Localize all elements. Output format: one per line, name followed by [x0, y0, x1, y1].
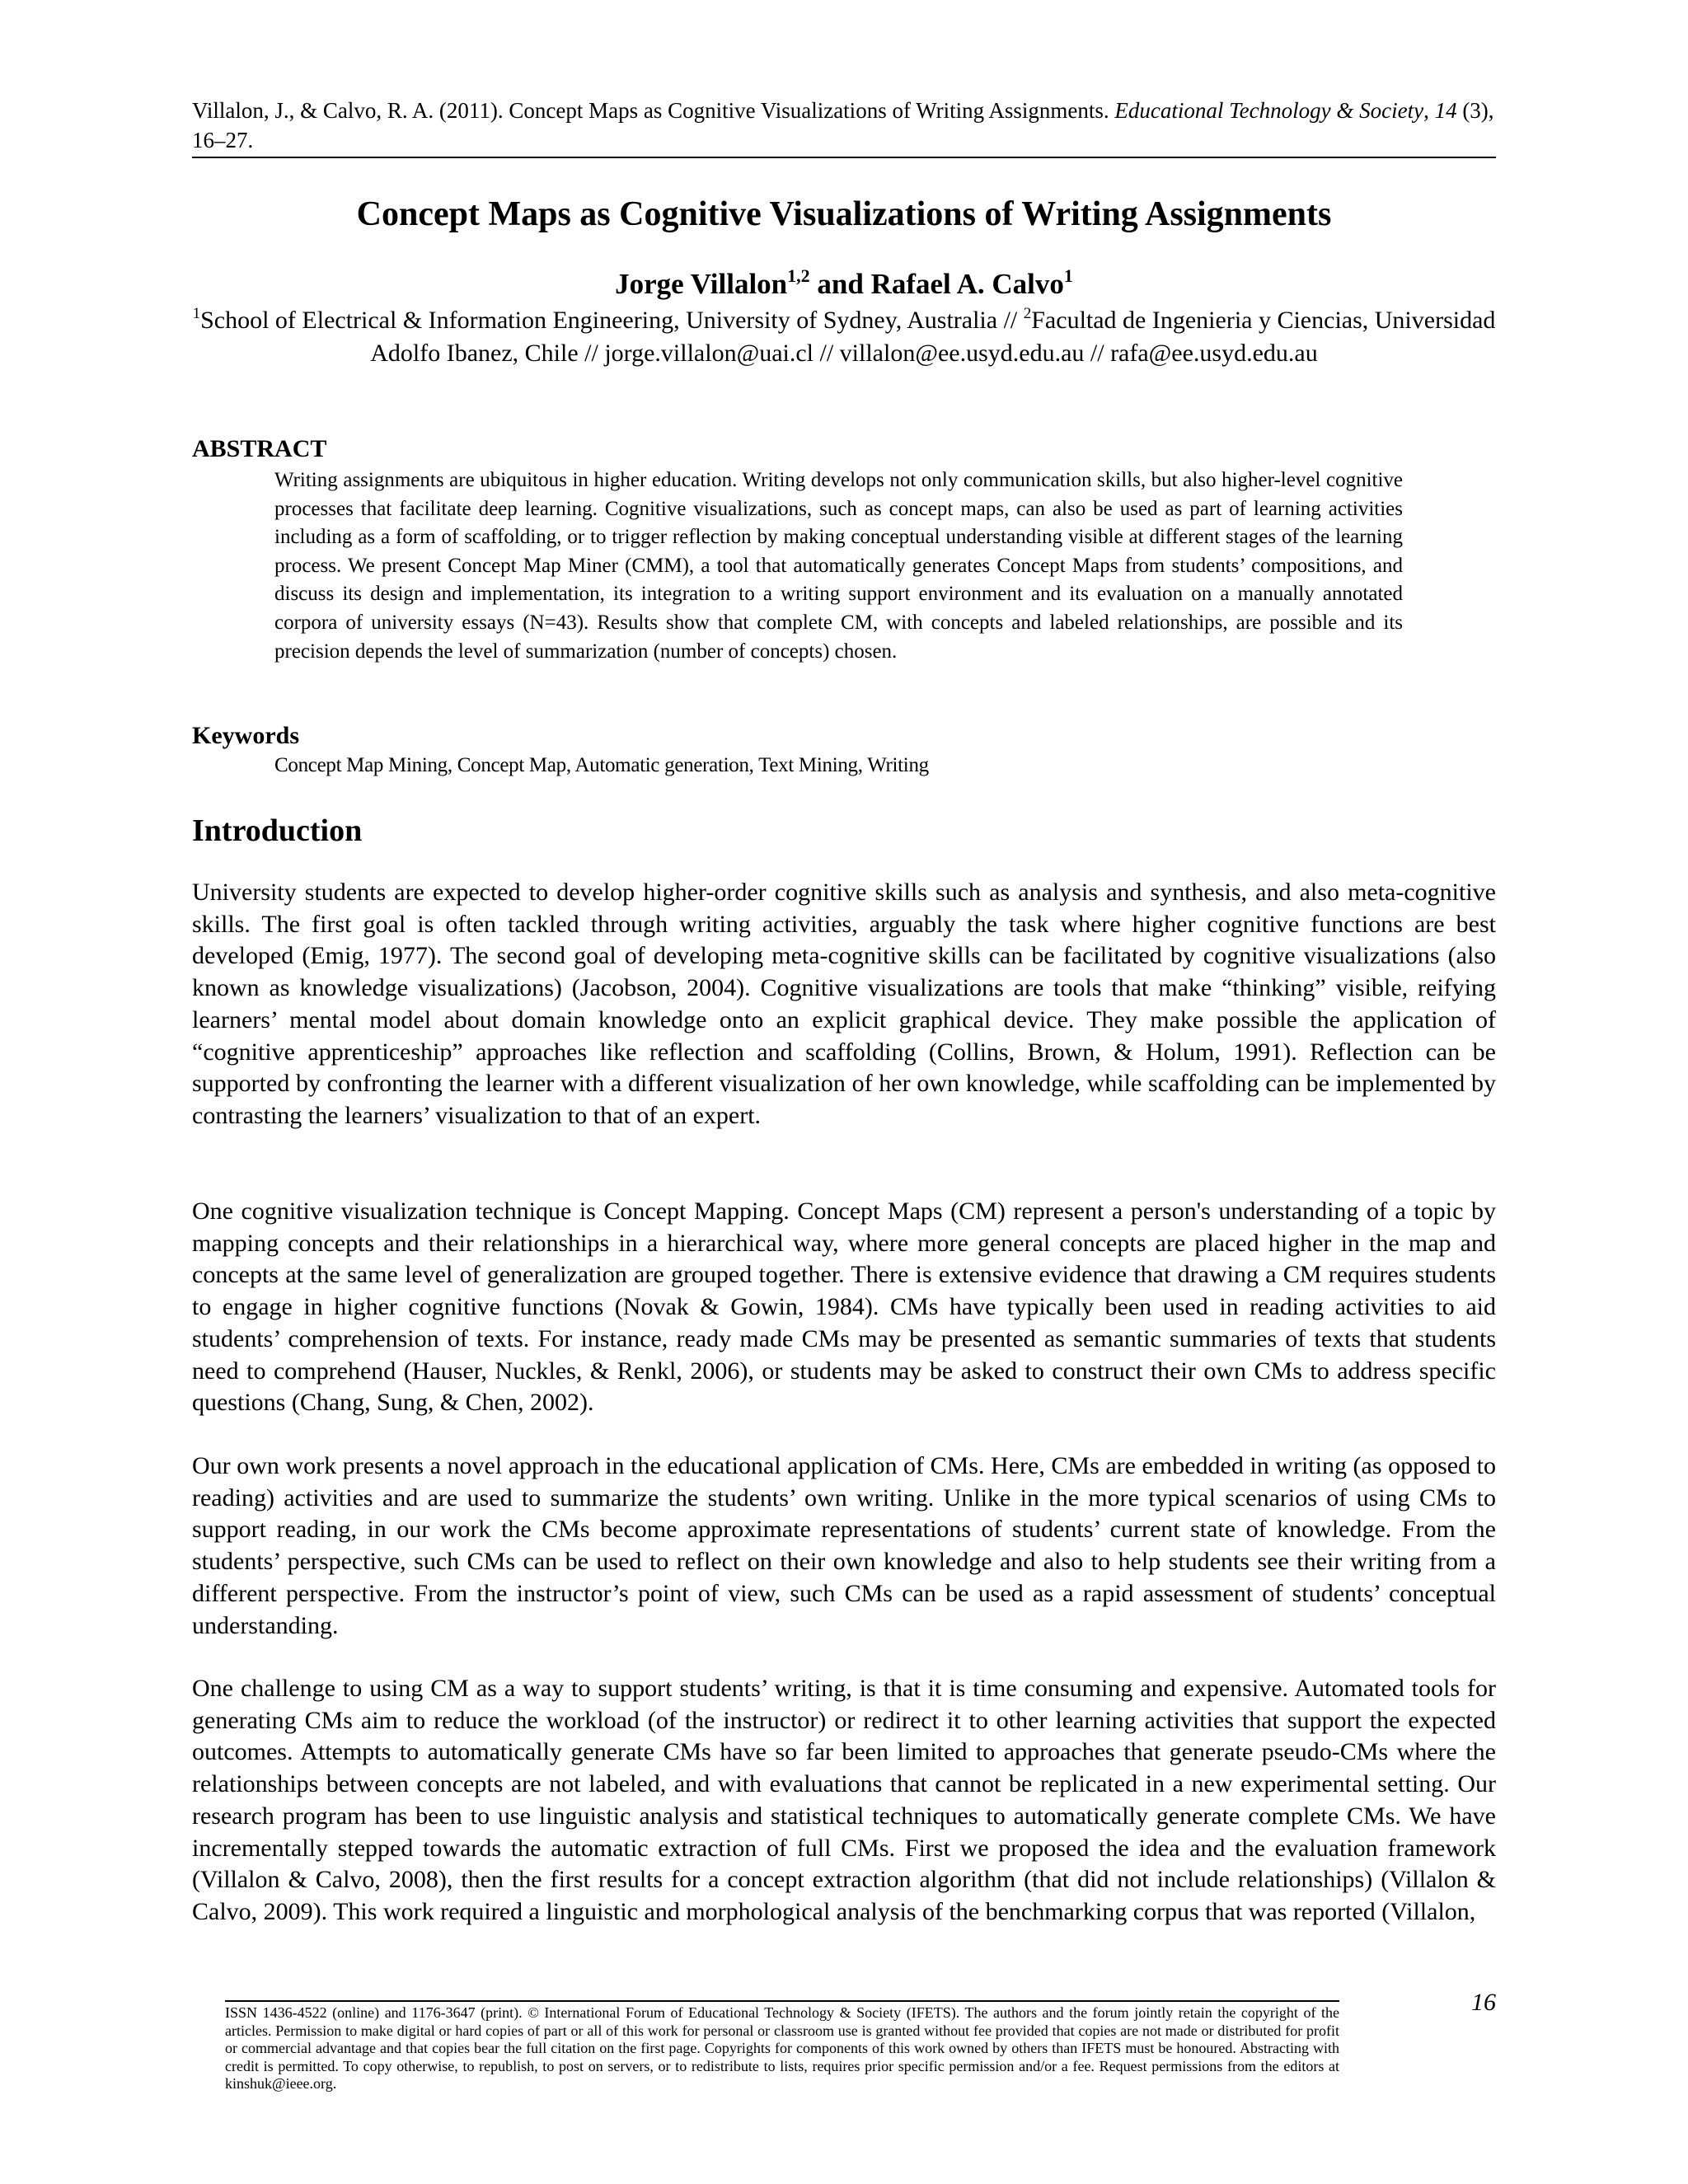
affil-1-text: School of Electrical & Information Engineering, University of Sydney, Australia //	[200, 307, 1024, 334]
citation-header	[192, 96, 1494, 155]
copyright-footer: ISSN 1436-4522 (online) and 1176-3647 (print). © International Forum of Educational Technology & Society (IFETS). The authors and the forum jointly retain the copyright of the articles. Permission to make digital or hard copies of part or all of this work for personal or classroom use is granted without fee provided that copies are not made or distributed for profit or commercial advantage and that copies bear the full citation on the first page. Copyrights for components of this work owned by others than IFETS must be honoured. Abstracting with credit is permitted. To copy otherwise, to republish, to post on servers, or to redistribute to lists, requires prior specific permission and/or a fee. Request permissions from the editors at kinshuk@ieee.org.	[225, 2004, 1339, 2092]
intro-paragraph-2: One cognitive visualization technique is Concept Mapping. Concept Maps (CM) represent a person's understanding of a topic by mapping concepts and their relationships in a hierarchical way, where more general concepts are placed higher in the map and concepts at the same level of generalization are grouped together. There is extensive evidence that drawing a CM requires students to engage in higher cognitive functions (Novak & Gowin, 1984). CMs have typically been used in reading activities to aid students’ comprehension of texts. For instance, ready made CMs may be presented as semantic summaries of texts that students need to comprehend (Hauser, Nuckles, & Renkl, 2006), or students may be asked to construct their own CMs to address specific questions (Chang, Sung, & Chen, 2002).	[192, 1197, 1496, 1417]
citation-main: Villalon, J., & Calvo, R. A. (2011). Concept Maps as Cognitive Visualizations of Writing Assignments.	[192, 98, 1115, 123]
keywords-heading: Keywords	[192, 722, 299, 749]
keywords-text: Concept Map Mining, Concept Map, Automatic generation, Text Mining, Writing	[274, 754, 929, 776]
author-line	[192, 265, 1496, 303]
journal-name: Educational Technology & Society	[1114, 98, 1424, 123]
header-rule	[192, 157, 1496, 158]
author-2-affil: 1	[1063, 265, 1073, 286]
issue-pages: (3), 16–27.	[192, 98, 1494, 152]
abstract-text: Writing assignments are ubiquitous in higher education. Writing develops not only communication skills, but also higher-level cognitive processes that facilitate deep learning. Cognitive visualizations, such as concept maps, can also be used as part of learning activities including as a form of scaffolding, or to trigger reflection by making conceptual understanding visible at different stages of the learning process. We present Concept Map Miner (CMM), a tool that automatically generates Concept Maps from students’ compositions, and discuss its design and implementation, its integration to a writing support environment and its evaluation on a manually annotated corpora of university essays (N=43). Results show that complete CM, with concepts and labeled relationships, are possible and its precision depends the level of summarization (number of concepts) chosen.	[274, 469, 1403, 663]
abstract-heading: ABSTRACT	[192, 435, 327, 462]
affil-2-text: Facultad de Ingenieria y Ciencias, Universidad Adolfo Ibanez, Chile // jorge.villalon@uai.cl // villalon@ee.usyd.edu.au // rafa@ee.usyd.edu.au	[370, 307, 1496, 367]
affil-1-marker: 1	[192, 305, 201, 322]
footer-rule	[225, 2000, 1339, 2002]
page-number: 16	[1471, 1989, 1496, 2016]
affiliations	[192, 304, 1496, 370]
author-2: and Rafael A. Calvo	[809, 268, 1064, 300]
intro-paragraph-3: Our own work presents a novel approach in the educational application of CMs. Here, CMs are embedded in writing (as opposed to reading) activities and are used to summarize the students’ own writing. Unlike in the more typical scenarios of using CMs to support reading, in our work the CMs become approximate representations of students’ current state of knowledge. From the students’ perspective, such CMs can be used to reflect on their own knowledge and also to help students see their writing from a different perspective. From the instructor’s point of view, such CMs can be used as a rapid assessment of students’ conceptual understanding.	[192, 1452, 1496, 1639]
citation-separator: ,	[1423, 98, 1435, 123]
paper-title: Concept Maps as Cognitive Visualizations of Writing Assignments	[356, 195, 1332, 233]
author-1-affil: 1,2	[787, 265, 810, 286]
affil-2-marker: 2	[1023, 305, 1032, 322]
introduction-heading: Introduction	[192, 813, 363, 848]
intro-paragraph-4: One challenge to using CM as a way to support students’ writing, is that it is time consuming and expensive. Automated tools for generating CMs aim to reduce the workload (of the instructor) or redirect it to other learning activities that support the expected outcomes. Attempts to automatically generate CMs have so far been limited to approaches that generate pseudo-CMs where the relationships between concepts are not labeled, and with evaluations that cannot be replicated in a new experimental setting. Our research program has been to use linguistic analysis and statistical techniques to automatically generate complete CMs. We have incrementally stepped towards the automatic extraction of full CMs. First we proposed the idea and the evaluation framework (Villalon & Calvo, 2008), then the first results for a concept extraction algorithm (that did not include relationships) (Villalon & Calvo, 2009). This work required a linguistic and morphological analysis of the benchmarking corpus that was reported (Villalon,	[192, 1675, 1496, 1925]
journal-volume: 14	[1434, 98, 1457, 123]
author-1: Jorge Villalon	[615, 268, 788, 300]
intro-paragraph-1: University students are expected to develop higher-order cognitive skills such as analysis and synthesis, and also meta-cognitive skills. The first goal is often tackled through writing activities, arguably the task where higher cognitive functions are best developed (Emig, 1977). The second goal of developing meta-cognitive skills can be facilitated by cognitive visualizations (also known as knowledge visualizations) (Jacobson, 2004). Cognitive visualizations are tools that make “thinking” visible, reifying learners’ mental model about domain knowledge onto an explicit graphical device. They make possible the application of “cognitive apprenticeship” approaches like reflection and scaffolding (Collins, Brown, & Holum, 1991). Reflection can be supported by confronting the learner with a different visualization of her own knowledge, while scaffolding can be implemented by contrasting the learners’ visualization to that of an expert.	[192, 879, 1496, 1129]
